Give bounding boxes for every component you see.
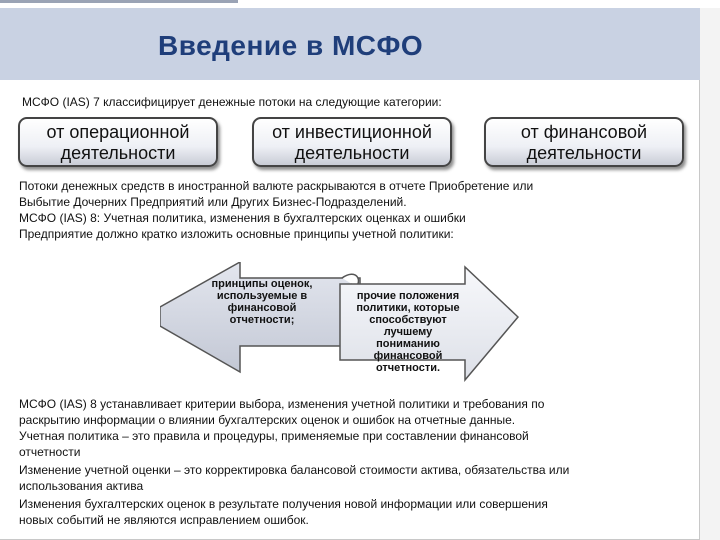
policy-arrows-diagram bbox=[160, 262, 520, 382]
paragraph-line: новых событий не являются исправлением ошибок. bbox=[19, 513, 309, 527]
paragraph-line: Изменение учетной оценки – это корректировка балансовой стоимости актива, обязательства или bbox=[19, 463, 570, 477]
category-investing bbox=[252, 117, 452, 167]
paragraph-line: Выбытие Дочерних Предприятий или Других Бизнес-Подразделений. bbox=[19, 195, 407, 209]
arrow-text-line: финансовой bbox=[373, 350, 443, 362]
arrow-text-line: способствуют bbox=[369, 314, 447, 326]
category-line: деятельности bbox=[526, 143, 642, 163]
category-operating bbox=[18, 117, 218, 167]
arrow-text-line: отчетности. bbox=[375, 362, 441, 374]
paragraph-line: раскрытию информации о влиянии бухгалтерских оценок и ошибок на отчетные данные. bbox=[19, 413, 516, 427]
paragraph-line: Потоки денежных средств в иностранной валюте раскрываются в отчете Приобретение или bbox=[19, 179, 534, 193]
paragraph-line: использования актива bbox=[19, 479, 144, 493]
header-band bbox=[0, 8, 700, 80]
side-strip bbox=[700, 8, 720, 540]
page-title: Введение в МСФО bbox=[158, 30, 424, 61]
category-line: от операционной bbox=[46, 122, 190, 142]
arrow-text-line: принципы оценок, bbox=[211, 278, 313, 290]
category-financing bbox=[484, 117, 684, 167]
arrow-text-line: отчетности; bbox=[229, 314, 295, 326]
paragraph-line: отчетности bbox=[19, 445, 81, 459]
paragraph-line: Предприятие должно кратко изложить основные принципы учетной политики: bbox=[19, 227, 454, 241]
right-arrow-text bbox=[352, 290, 464, 374]
intro-text: МСФО (IAS) 7 классифицирует денежные потоки на следующие категории: bbox=[22, 95, 442, 109]
left-arrow-text bbox=[206, 278, 318, 326]
category-line: деятельности bbox=[60, 143, 176, 163]
arrow-text-line: политики, которые bbox=[356, 302, 460, 314]
arrow-text-line: лучшему пониманию bbox=[376, 326, 440, 350]
arrow-text-line: прочие положения bbox=[356, 290, 460, 302]
paragraph-line: МСФО (IAS) 8 устанавливает критерии выбора, изменения учетной политики и требования по bbox=[19, 397, 545, 411]
arrow-text-line: используемые в bbox=[216, 290, 308, 302]
category-line: от инвестиционной bbox=[272, 122, 432, 142]
paragraph-line: Учетная политика – это правила и процедуры, применяемые при составлении финансовой bbox=[19, 429, 529, 443]
category-line: от финансовой bbox=[520, 122, 648, 142]
top-accent-line bbox=[0, 0, 238, 3]
arrow-text-line: финансовой bbox=[227, 302, 297, 314]
paragraph-line: МСФО (IAS) 8: Учетная политика, изменения в бухгалтерских оценках и ошибки bbox=[19, 211, 466, 225]
category-line: деятельности bbox=[294, 143, 410, 163]
paragraph-line: Изменения бухгалтерских оценок в результате получения новой информации или совершения bbox=[19, 497, 548, 511]
